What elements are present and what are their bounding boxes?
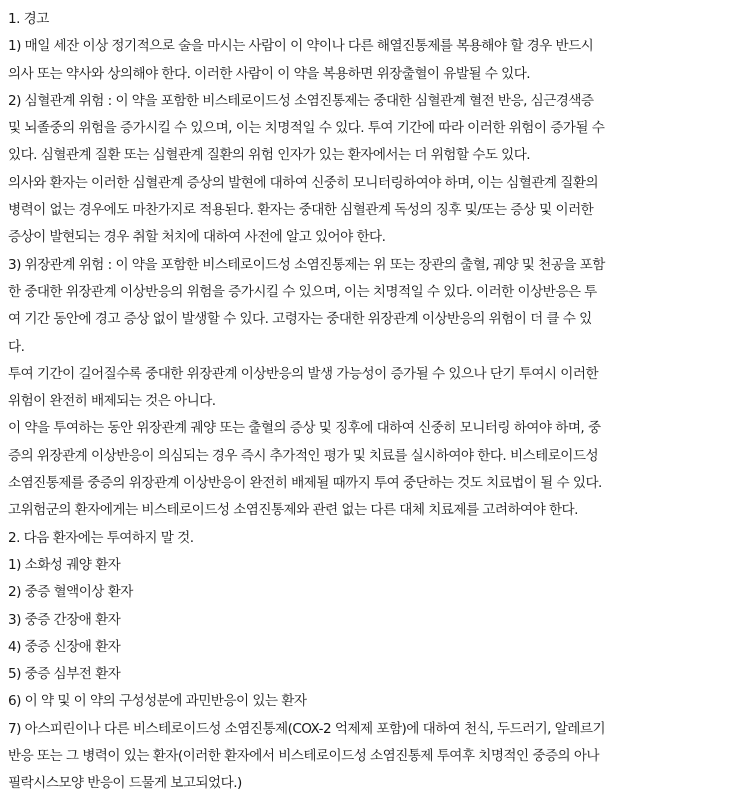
text-line: 3) 위장관계 위험 : 이 약을 포함한 비스테로이드성 소염진통제는 위 또는 장관의 출혈, 궤양 및 천공을 포함 xyxy=(8,256,605,273)
drug-warning-document xyxy=(8,7,740,799)
text-line: 다. xyxy=(8,338,25,355)
list-item: 4) 중증 신장애 환자 xyxy=(8,638,121,655)
list-item: 3) 중증 간장애 환자 xyxy=(8,611,121,628)
text-line: 및 뇌졸중의 위험을 증가시킬 수 있으며, 이는 치명적일 수 있다. 투여 기간에 따라 이러한 위험이 증가될 수 xyxy=(8,120,605,137)
text-line: 증의 위장관계 이상반응이 의심되는 경우 즉시 추가적인 평가 및 치료를 실시하여야 한다. 비스테로이드성 xyxy=(8,447,599,464)
list-item: 1) 소화성 궤양 환자 xyxy=(8,556,121,573)
list-item: 2) 중증 혈액이상 환자 xyxy=(8,584,133,601)
text-line: 반응 또는 그 병력이 있는 환자(이러한 환자에서 비스테로이드성 소염진통제 투여후 치명적인 중증의 아나 xyxy=(8,748,600,765)
text-line: 있다. 심혈관계 질환 또는 심혈관계 질환의 위험 인자가 있는 환자에서는 더 위험할 수도 있다. xyxy=(8,147,531,164)
text-line: 한 중대한 위장관계 이상반응의 위험을 증가시킬 수 있으며, 이는 치명적일 수 있다. 이러한 이상반응은 투 xyxy=(8,283,597,300)
text-line: 2) 심혈관계 위험 : 이 약을 포함한 비스테로이드성 소염진통제는 중대한 심혈관계 혈전 반응, 심근경색증 xyxy=(8,92,594,109)
text-line: 이 약을 투여하는 동안 위장관계 궤양 또는 출혈의 증상 및 징후에 대하여 신중히 모니터링 하여야 하며, 중 xyxy=(8,420,601,437)
text-line: 증상이 발현되는 경우 취할 처치에 대하여 사전에 알고 있어야 한다. xyxy=(8,229,386,246)
text-line: 의사와 환자는 이러한 심혈관계 증상의 발현에 대하여 신중히 모니터링하여야 하며, 이는 심혈관계 질환의 xyxy=(8,174,599,191)
text-line: 병력이 없는 경우에도 마찬가지로 적용된다. 환자는 중대한 심혈관계 독성의 징후 및/또는 증상 및 이러한 xyxy=(8,202,594,219)
text-line: 여 기간 동안에 경고 증상 없이 발생할 수 있다. 고령자는 중대한 위장관계 이상반응의 위험이 더 클 수 있 xyxy=(8,311,592,328)
section-heading-contraindications: 2. 다음 환자에는 투여하지 말 것. xyxy=(8,529,194,546)
text-line: 고위험군의 환자에게는 비스테로이드성 소염진통제와 관련 없는 다른 대체 치료제를 고려하여야 한다. xyxy=(8,502,578,519)
text-line: 필락시스모양 반응이 드물게 보고되었다.) xyxy=(8,775,242,792)
text-line: 위험이 완전히 배제되는 것은 아니다. xyxy=(8,393,216,410)
text-line: 소염진통제를 중증의 위장관계 이상반응이 완전히 배제될 때까지 투여 중단하는 것도 치료법이 될 수 있다. xyxy=(8,475,602,492)
list-item: 5) 중증 심부전 환자 xyxy=(8,666,121,683)
list-item: 7) 아스피린이나 다른 비스테로이드성 소염진통제(COX-2 억제제 포함)에 대하여 천식, 두드러기, 알레르기 xyxy=(8,720,606,737)
list-item: 6) 이 약 및 이 약의 구성성분에 과민반응이 있는 환자 xyxy=(8,693,307,710)
text-line: 의사 또는 약사와 상의해야 한다. 이러한 사람이 이 약을 복용하면 위장출혈이 유발될 수 있다. xyxy=(8,65,531,82)
text-line: 투여 기간이 길어질수록 중대한 위장관계 이상반응의 발생 가능성이 증가될 수 있으나 단기 투여시 이러한 xyxy=(8,365,599,382)
text-line: 1) 매일 세잔 이상 정기적으로 술을 마시는 사람이 이 약이나 다른 해열진통제를 복용해야 할 경우 반드시 xyxy=(8,38,594,55)
section-heading-warning: 1. 경고 xyxy=(8,11,49,27)
